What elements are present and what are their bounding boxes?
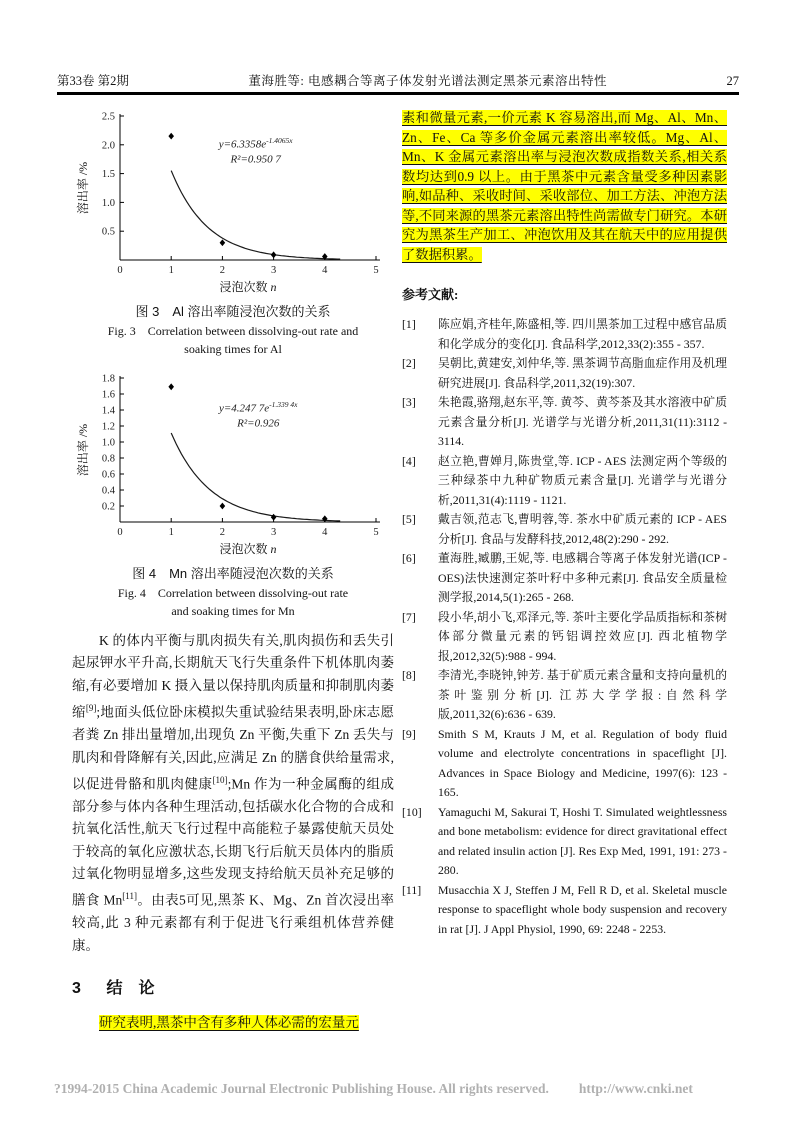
references-heading: 参考文献:: [402, 287, 459, 302]
svg-text:0: 0: [117, 527, 123, 538]
reference-item: [402, 549, 727, 608]
page-number: 27: [726, 74, 739, 88]
cnki-url: http://www.cnki.net: [578, 1081, 693, 1096]
figure4-caption: [72, 563, 394, 620]
reference-text: 赵立艳,曹婵月,陈贵堂,等. ICP - AES 法测定两个等级的三种绿茶中九种矿物质元素含量[J]. 光谱学与光谱分析,2011,31(4):1119 - 1121.: [438, 453, 727, 507]
reference-text: Smith S M, Krauts J M, et al. Regulation of body fluid volume and electrolyte concentrations in spaceflight [J]. Advances in Space Biology and Medicine, 1997(6): 123 - 165.: [438, 726, 727, 799]
svg-text:2: 2: [219, 527, 226, 538]
reference-number: [5]: [402, 512, 416, 526]
copyright-footer: [54, 1081, 693, 1097]
reference-number: [6]: [402, 551, 416, 565]
mn-dissolution-chart: [74, 368, 392, 560]
svg-text:1.8: 1.8: [101, 373, 115, 385]
figure3-caption-cn: 图 3 Al 溶出率随浸泡次数的关系: [135, 304, 331, 319]
figure4-caption-en-line2: and soaking times for Mn: [171, 604, 295, 618]
svg-text:1.0: 1.0: [101, 197, 115, 209]
reference-text: 吴朝比,黄建安,刘仲华,等. 黑茶调节高脂血症作用及机理研究进展[J]. 食品科学,2011,32(19):307.: [438, 356, 727, 390]
svg-text:0.2: 0.2: [101, 501, 115, 513]
citation-superscript: [11]: [122, 891, 137, 902]
running-title: 董海胜等: 电感耦合等离子体发射光谱法测定黑茶元素溶出特性: [248, 74, 607, 88]
left-column: [72, 106, 394, 1035]
reference-item: [402, 881, 727, 940]
reference-number: [9]: [402, 726, 416, 741]
copyright-text: ?1994-2015 China Academic Journal Electronic Publishing House. All rights reserved.: [54, 1081, 549, 1096]
reference-number: [1]: [402, 317, 416, 331]
svg-text:0: 0: [117, 265, 123, 276]
reference-number: [11]: [402, 882, 422, 897]
citation-superscript: [9]: [85, 703, 97, 714]
reference-text: Musacchia X J, Steffen J M, Fell R D, et al. Skeletal muscle response to spaceflight whole body suspension and recovery in rat [J]. J Appl Physiol, 1990, 69: 2248 - 2253.: [438, 882, 727, 936]
highlighted-text-right: 素和微量元素,一价元素 K 容易溶出,而 Mg、Al、Mn、Zn、Fe、Ca 等多价金属元素溶出率较低。Mg、Al、Mn、K 金属元素溶出率与浸泡次数成指数关系,相关系数均达到0.9 以上。由于黑茶中元素含量受多种因素影响,如品种、采收时间、采收部位、加工方法、冲泡方法等,不同来源的黑茶元素溶出特性尚需做专门研究。本研究为黑茶生产加工、冲泡饮用及其在航天中的应用提供了数据积累。: [402, 110, 727, 262]
reference-text: 段小华,胡小飞,邓泽元,等. 茶叶主要化学品质指标和茶树体部分微量元素的钙铝调控效应[J]. 西北植物学报,2012,32(5):988 - 994.: [438, 609, 727, 663]
reference-item: [402, 354, 727, 393]
page-header: [57, 71, 739, 89]
reference-number: [7]: [402, 609, 416, 624]
reference-number: [2]: [402, 356, 416, 370]
citation-superscript: [10]: [212, 774, 228, 785]
svg-text:R²=0.950 7: R²=0.950 7: [230, 153, 281, 166]
svg-text:4: 4: [322, 527, 328, 538]
svg-text:1.0: 1.0: [101, 437, 115, 449]
reference-text: 董海胜,臧鹏,王妮,等. 电感耦合等离子体发射光谱(ICP - OES)法快速测定茶叶籽中多种元素[J]. 食品安全质量检测学报,2014,5(1):265 - 268.: [438, 551, 727, 604]
reference-number: [4]: [402, 453, 416, 468]
svg-text:2.5: 2.5: [101, 111, 115, 123]
figure4-caption-en-line1: Fig. 4 Correlation between dissolving-out rate: [117, 586, 349, 600]
conclusion-heading-number: 3: [72, 980, 81, 998]
svg-text:浸泡次数 n: 浸泡次数 n: [219, 280, 277, 294]
svg-text:1: 1: [168, 265, 174, 276]
conclusion-continued-paragraph: [402, 108, 727, 264]
reference-number: [3]: [402, 395, 416, 409]
reference-item: [402, 510, 727, 549]
reference-number: [10]: [402, 804, 422, 819]
figure3-caption-en-line1: Fig. 3 Correlation between dissolving-out rate and: [107, 324, 359, 338]
reference-item: [402, 452, 727, 511]
reference-text: Yamaguchi M, Sakurai T, Hoshi T. Simulated weightlessness and bone metabolism: evidence for direct gravitational effect and related insulin action [J]. Res Exp Med, 1991, 191: 273 - 280.: [438, 804, 727, 877]
svg-text:5: 5: [373, 527, 379, 538]
svg-text:1.6: 1.6: [101, 389, 115, 401]
highlighted-text-left: 研究表明,黑茶中含有多种人体必需的宏量元: [99, 1015, 359, 1031]
svg-text:0.4: 0.4: [101, 485, 115, 497]
svg-text:y=4.247 7e-1.339 4x: y=4.247 $7e^{-1.339 4x}$: [218, 400, 298, 415]
figure4-caption-cn: 图 4 Mn 溶出率随浸泡次数的关系: [132, 566, 334, 581]
reference-item: [402, 393, 727, 452]
conclusion-lead-line: [72, 1012, 394, 1034]
reference-item: [402, 803, 727, 881]
svg-text:1: 1: [168, 527, 174, 538]
svg-text:2.0: 2.0: [101, 140, 115, 152]
reference-item: [402, 315, 727, 354]
svg-text:R²=0.926: R²=0.926: [237, 417, 280, 430]
svg-text:0.8: 0.8: [101, 453, 115, 465]
svg-text:0.5: 0.5: [101, 226, 115, 238]
svg-text:1.5: 1.5: [101, 169, 115, 181]
reference-item: [402, 666, 727, 725]
svg-text:3: 3: [270, 527, 277, 538]
reference-text: 朱艳霞,骆翔,赵东平,等. 黄芩、黄芩茶及其水溶液中矿质元素含量分析[J]. 光谱学与光谱分析,2011,31(11):3112 - 3114.: [438, 395, 727, 448]
reference-text: 戴吉领,范志飞,曹明蓉,等. 茶水中矿质元素的 ICP - AES 分析[J]. 食品与发酵科技,2012,48(2):290 - 292.: [438, 512, 727, 546]
svg-text:0.6: 0.6: [101, 469, 115, 481]
conclusion-heading: [72, 975, 394, 998]
reference-text: 李清光,李晓钟,钟芳. 基于矿质元素含量和支持向量机的茶叶鉴别分析[J]. 江苏大学学报:自然科学版,2011,32(6):636 - 639.: [438, 668, 727, 721]
svg-text:溶出率 /%: 溶出率 /%: [76, 161, 90, 215]
al-dissolution-chart: [74, 106, 392, 298]
svg-text:1.4: 1.4: [101, 405, 115, 417]
discussion-paragraph: K 的体内平衡与肌肉损失有关,肌肉损伤和丢失引起尿钾水平升高,长期航天飞行失重条件下机体肌肉萎缩,有必要增加 K 摄入量以保持肌肉质量和抑制肌肉萎缩[9];地面头低位卧床模拟失重试验结果表明,卧床志愿者粪 Zn 排出量增加,出现负 Zn 平衡,失重下 Zn 丢失与肌肉和骨降解有关,因此,应满足 Zn 的膳食供给量需求,以促进骨骼和肌肉健康[10];Mn 作为一种金属酶的组成部分参与体内各种生理活动,包括碳水化合物的合成和抗氧化活性,航天飞行过程中高能粒子暴露使航天员处于较高的氧化应激状态,长期飞行后航天员体内的脂质过氧化物明显增多,这些发现支持给航天员补充足够的膳食 Mn[11]。由表5可见,黑茶 K、Mg、Zn 首次浸出率较高,此 3 种元素都有利于促进飞行乘组机体营养健康。: [72, 633, 394, 953]
reference-text: 陈应娟,齐桂年,陈盛相,等. 四川黑茶加工过程中感官品质和化学成分的变化[J]. 食品科学,2012,33(2):355 - 357.: [438, 317, 727, 351]
reference-item: [402, 608, 727, 667]
svg-text:2: 2: [219, 265, 226, 276]
svg-text:溶出率 /%: 溶出率 /%: [76, 423, 90, 477]
figure3-caption-en-line2: soaking times for Al: [184, 342, 282, 356]
conclusion-heading-title: 结 论: [106, 980, 155, 998]
svg-text:4: 4: [322, 265, 328, 276]
figure3-caption: [72, 301, 394, 358]
reference-item: [402, 725, 727, 803]
svg-text:1.2: 1.2: [101, 421, 115, 433]
svg-text:5: 5: [373, 265, 379, 276]
references-list: [402, 315, 727, 939]
svg-text:y=6.3358e-1.4065x: $y=6.3358e^{-1.4065x}$: [218, 136, 293, 151]
journal-issue: 第33卷 第2期: [57, 74, 129, 88]
reference-number: [8]: [402, 668, 416, 682]
svg-text:浸泡次数 n: 浸泡次数 n: [219, 542, 277, 556]
svg-text:3: 3: [270, 265, 277, 276]
right-column: [402, 106, 727, 939]
header-rule: [57, 92, 739, 95]
